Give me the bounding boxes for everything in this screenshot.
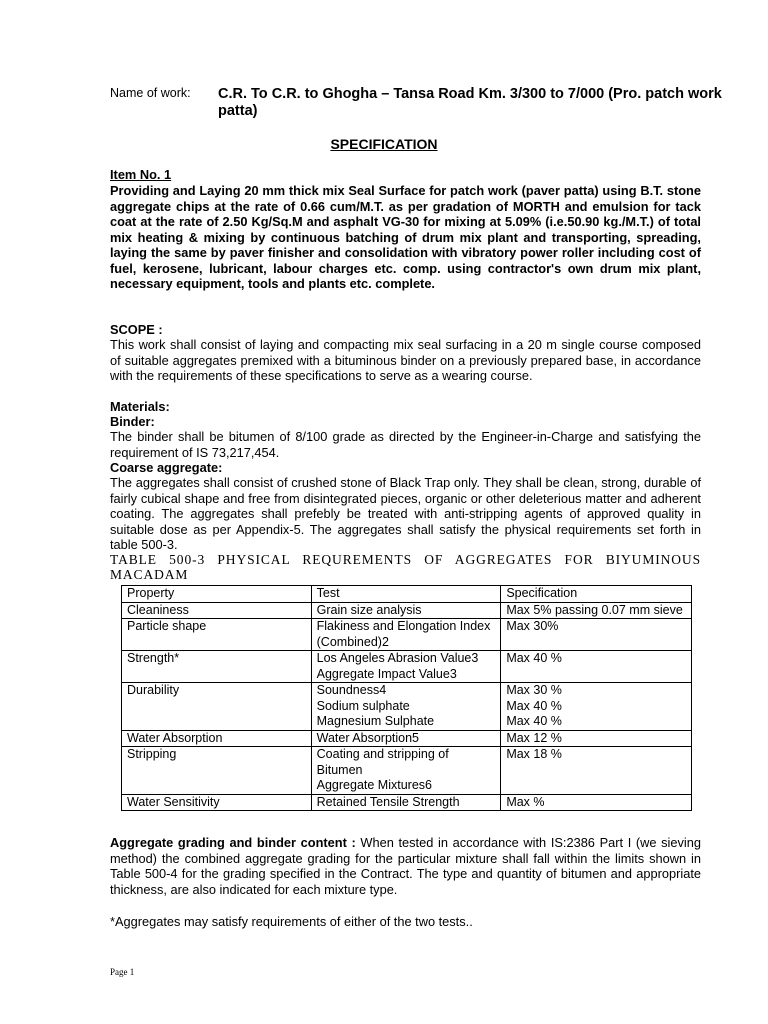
cell-test: Grain size analysis xyxy=(311,602,501,619)
cell-property: Durability xyxy=(122,683,312,731)
table-row xyxy=(122,651,692,683)
cell-test: Coating and stripping of Bitumen Aggregate Mixtures6 xyxy=(311,747,501,795)
cell-specification: Max 12 % xyxy=(501,730,692,747)
materials-heading: Materials: xyxy=(110,399,170,414)
table-row xyxy=(122,683,692,731)
cell-specification: Max 30% xyxy=(501,619,692,651)
cell-property: Water Sensitivity xyxy=(122,794,312,811)
grading-paragraph xyxy=(110,835,701,897)
cell-specification: Max 5% passing 0.07 mm sieve xyxy=(501,602,692,619)
scope-heading: SCOPE : xyxy=(110,322,163,337)
name-of-work-label: Name of work: xyxy=(110,86,191,100)
item-description: Providing and Laying 20 mm thick mix Seal Surface for patch work (paver patta) using B.T. stone aggregate chips at the rate of 0.66 cum/M.T. as per gradation of MORTH and emulsion for tack coat at the rate of 2.50 Kg/Sq.M and asphalt VG-30 for mixing at 5.09% (i.e.50.90 kg./M.T.) of total mix heating & mixing by continuous batching of drum mix plant and transporting, spreading, laying the same by paver finisher and consolidation with vibratory power roller including cost of fuel, kerosene, lubricant, labour charges etc. comp. using contractor's own drum mix plant, necessary equipment, tools and plants etc. complete. xyxy=(110,183,701,291)
grading-heading: Aggregate grading and binder content : xyxy=(110,835,356,850)
cell-property: Cleaniness xyxy=(122,602,312,619)
grading-text: When tested in accordance with IS:2386 Part I (we sieving method) the combined aggregate grading for the particular mixture shall fall within the limits shown in Table 500-4 for the grading specified in the Contract. The type and quantity of bitumen and appropriate thickness, are also indicated for each mixture type. xyxy=(110,835,701,897)
footnote: *Aggregates may satisfy requirements of either of the two tests.. xyxy=(110,914,473,929)
page-title: SPECIFICATION xyxy=(330,136,438,152)
item-number: Item No. 1 xyxy=(110,167,172,182)
table-row xyxy=(122,730,692,747)
cell-test: Flakiness and Elongation Index (Combined)2 xyxy=(311,619,501,651)
table-caption: TABLE 500-3 PHYSICAL REQUREMENTS OF AGGREGATES FOR BIYUMINOUS MACADAM xyxy=(110,552,701,582)
table-row xyxy=(122,747,692,795)
cell-test: Soundness4 Sodium sulphate Magnesium Sulphate xyxy=(311,683,501,731)
scope-text: This work shall consist of laying and compacting mix seal surfacing in a 20 m single course composed of suitable aggregates premixed with a bituminous binder on a previously prepared base, in accordance with the requirements of these specifications to serve as a wearing course. xyxy=(110,337,701,383)
binder-text: The binder shall be bitumen of 8/100 grade as directed by the Engineer-in-Charge and satisfying the requirement of IS 73,217,454. xyxy=(110,429,701,460)
header-specification: Specification xyxy=(501,586,692,603)
header-property: Property xyxy=(122,586,312,603)
coarse-aggregate-text: The aggregates shall consist of crushed stone of Black Trap only. They shall be clean, strong, durable of fairly cubical shape and free from disintegrated pieces, organic or other deleterious matter and adherent coating. The aggregates shall prefebly be treated with anti-stripping agents of approved quality in suitable dose as per Appendix-5. The aggregates shall satisfy the physical requirements set forth in table 500-3. xyxy=(110,475,701,552)
cell-specification: Max 18 % xyxy=(501,747,692,795)
table-row xyxy=(122,602,692,619)
cell-test: Retained Tensile Strength xyxy=(311,794,501,811)
header-test: Test xyxy=(311,586,501,603)
name-of-work-text: C.R. To C.R. to Ghogha – Tansa Road Km. 3/300 to 7/000 (Pro. patch work patta) xyxy=(218,86,722,119)
cell-specification: Max 30 % Max 40 % Max 40 % xyxy=(501,683,692,731)
page-number: Page 1 xyxy=(110,967,135,977)
binder-heading: Binder: xyxy=(110,414,155,429)
cell-specification: Max % xyxy=(501,794,692,811)
cell-property: Particle shape xyxy=(122,619,312,651)
cell-test: Los Angeles Abrasion Value3 Aggregate Impact Value3 xyxy=(311,651,501,683)
cell-property: Stripping xyxy=(122,747,312,795)
cell-property: Strength* xyxy=(122,651,312,683)
table-header-row xyxy=(122,586,692,603)
cell-property: Water Absorption xyxy=(122,730,312,747)
aggregate-requirements-table xyxy=(121,585,692,811)
coarse-aggregate-heading: Coarse aggregate: xyxy=(110,460,223,475)
table-row xyxy=(122,794,692,811)
table-body xyxy=(122,602,692,811)
table-row xyxy=(122,619,692,651)
cell-test: Water Absorption5 xyxy=(311,730,501,747)
cell-specification: Max 40 % xyxy=(501,651,692,683)
